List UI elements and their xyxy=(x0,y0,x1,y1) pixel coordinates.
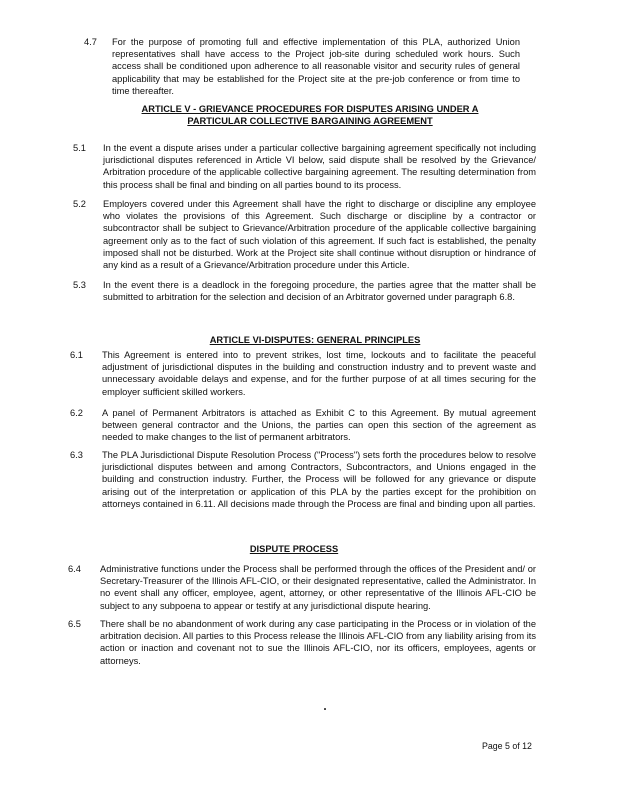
page-number: Page 5 of 12 xyxy=(482,741,532,751)
section-number: 5.3 xyxy=(73,280,86,290)
section-number: 5.2 xyxy=(73,199,86,209)
section-text: In the event a dispute arises under a particular collective bargaining agreement specifically not including jurisdictional disputes referenced in Article VI below, said dispute shall be resolved by the Grievance/ Arbitration procedure of the applicable collective bargaining agreement. The resulting determination from this process shall be final and binding on all parties bound to its process. xyxy=(103,143,536,190)
section-text: In the event there is a deadlock in the foregoing procedure, the parties agree that the matter shall be submitted to arbitration for the selection and decision of an Arbitrator governed under paragraph 6.8. xyxy=(103,280,536,303)
section-text: This Agreement is entered into to prevent strikes, lost time, lockouts and to facilitate the peaceful adjustment of jurisdictional disputes in the building and construction industry and to prevent waste and unnecessary avoidable delays and expense, and for the further purpose of at all times securing for the employer sufficient skilled workers. xyxy=(102,350,536,397)
section-text: There shall be no abandonment of work during any case participating in the Process or in violation of the arbitration decision. All parties to this Process release the Illinois AFL-CIO from any liability arising from its action or inaction and covenant not to sue the Illinois AFL-CIO, nor its officers, employees, agents or attorneys. xyxy=(100,619,536,666)
article-vi-heading: ARTICLE VI-DISPUTES: GENERAL PRINCIPLES xyxy=(209,335,421,345)
section-text: Administrative functions under the Process shall be performed through the offices of the President and/ or Secretary-Treasurer of the Illinois AFL-CIO, or their designated representative, called the Administrator. In no event shall any officer, employee, agent, attorney, or other representative of the Illinois AFL-CIO be subject to any subpoena to appear or testify at any jurisdictional dispute hearing. xyxy=(100,564,536,611)
section-number: 5.1 xyxy=(73,143,86,153)
scan-speck xyxy=(324,708,326,710)
section-number: 6.3 xyxy=(70,450,83,460)
section-number: 6.2 xyxy=(70,408,83,418)
section-text: The PLA Jurisdictional Dispute Resolution Process ("Process") sets forth the procedures below to resolve jurisdictional disputes between and among Contractors, Subcontractors, and Unions engaged in the building and construction industry. Further, the Process will be followed for any grievance or dispute arising out of the interpretation or application of this PLA by the parties except for the prohibition on attorneys contained in 6.11. All decisions made through the Process are final and binding upon all parties. xyxy=(102,450,536,509)
section-text: For the purpose of promoting full and effective implementation of this PLA, authorized Union representatives shall have access to the Project job-site during scheduled work hours. Such access shall be conditioned upon adherence to all reasonable visitor and security rules of general applicability that may be established for the Project site at the pre-job conference or from time to time thereafter. xyxy=(112,37,520,96)
section-number: 4.7 xyxy=(84,37,97,47)
section-number: 6.5 xyxy=(68,619,81,629)
article-v-heading-line2: PARTICULAR COLLECTIVE BARGAINING AGREEMENT xyxy=(187,116,433,126)
section-number: 6.1 xyxy=(70,350,83,360)
article-v-heading xyxy=(110,103,510,127)
section-text: A panel of Permanent Arbitrators is attached as Exhibit C to this Agreement. By mutual agreement between general contractor and the Unions, the parties can open this section of the agreement as needed to make changes to the list of permanent arbitrators. xyxy=(102,408,536,443)
dispute-process-heading: DISPUTE PROCESS xyxy=(249,544,339,554)
section-number: 6.4 xyxy=(68,564,81,574)
section-text: Employers covered under this Agreement shall have the right to discharge or discipline any employee who violates the provisions of this Agreement. Such discharge or discipline by a contractor or subcontractor shall be subject to Grievance/Arbitration procedure of the applicable collective bargaining agreement only as to the fact of such violation of this agreement. If such fact is established, the penalty imposed shall not be disturbed. Work at the Project site shall continue without disruption or hindrance of any kind as a result of a Grievance/Arbitration procedure under this Article. xyxy=(103,199,536,271)
article-v-heading-line1: ARTICLE V - GRIEVANCE PROCEDURES FOR DISPUTES ARISING UNDER A xyxy=(141,104,479,114)
